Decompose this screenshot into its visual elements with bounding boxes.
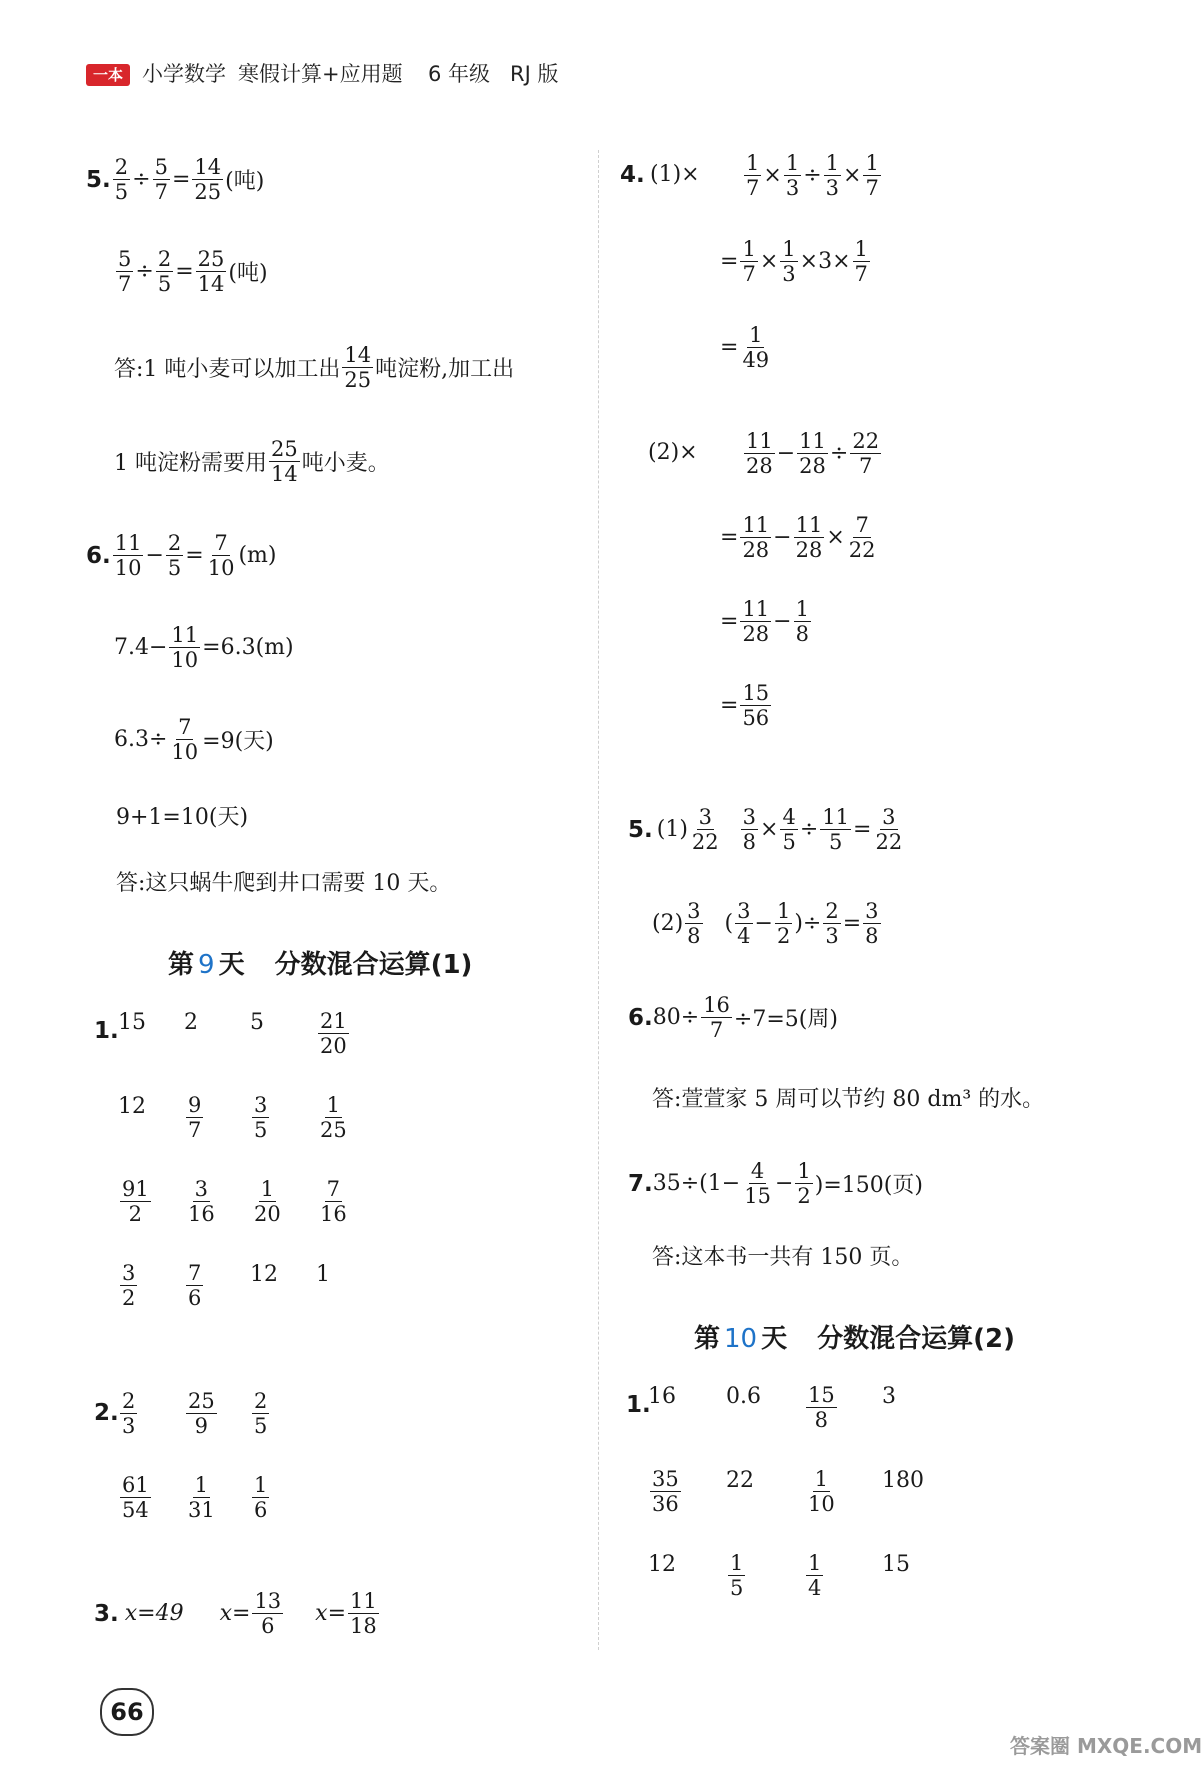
math-token: 16 <box>648 1384 676 1409</box>
math-token: − <box>754 911 773 936</box>
math-token: − <box>773 525 792 550</box>
answer-cell <box>184 1262 205 1309</box>
math-token: × <box>832 249 851 274</box>
question-number: 3. <box>94 1600 119 1627</box>
answer-cell <box>184 1178 219 1225</box>
fraction: $\frac{35}{36}$ <box>652 1467 679 1516</box>
answer-cell <box>250 1010 264 1035</box>
fraction: $\frac{7}{6}$ <box>188 1261 202 1310</box>
answer-cell <box>316 1094 351 1141</box>
step-line <box>720 598 813 645</box>
answer-cell <box>882 1384 896 1409</box>
answer-cell <box>648 1468 683 1515</box>
q4-part1-label: (1)× <box>650 162 700 187</box>
fraction: $\frac{3}{8}$ <box>742 805 757 854</box>
fraction: $\frac{61}{54}$ <box>122 1473 149 1522</box>
answer-cell <box>250 1390 271 1437</box>
math-token: 1 <box>316 1262 330 1287</box>
fraction: $\frac{11}{28}$ <box>742 513 770 562</box>
fraction: $\frac{25}{9}$ <box>188 1389 215 1438</box>
fraction: $\frac{2}{5}$ <box>157 247 172 296</box>
fraction: $\frac{9}{7}$ <box>188 1093 202 1142</box>
fraction: $\frac{21}{20}$ <box>320 1009 347 1058</box>
fraction: $\frac{3}{2}$ <box>122 1261 136 1310</box>
fraction: $\frac{14}{25}$ <box>194 155 222 204</box>
answer-cell <box>250 1178 285 1225</box>
fraction: $\frac{13}{6}$ <box>254 1589 282 1638</box>
right-q5-part1: 5. (1) $\frac{3}{22}$ $\frac{3}{8}$ × $\frac{4}{5}$ ÷ $\frac{11}{5}$ = $\frac{3}{22}$ <box>628 805 903 854</box>
step-line <box>720 238 872 285</box>
answer-cell <box>316 1178 351 1225</box>
fraction: $\frac{3}{5}$ <box>254 1093 268 1142</box>
fraction: $\frac{2}{5}$ <box>254 1389 268 1438</box>
math-token: − <box>774 1171 794 1196</box>
math-token: ÷ <box>803 163 822 188</box>
fraction: $\frac{11}{28}$ <box>799 429 826 478</box>
answer-cell <box>882 1552 910 1577</box>
fraction: $\frac{1}{49}$ <box>742 323 770 372</box>
fraction: $\frac{1}{20}$ <box>254 1177 281 1226</box>
math-token: 0.6 <box>726 1384 761 1409</box>
left-q6-line3: 6.3÷ $\frac{7}{10}$ =9(天) <box>114 715 274 764</box>
fraction: $\frac{25}{14}$ <box>271 437 298 486</box>
answer-cell <box>184 1010 198 1035</box>
question-number: 1. <box>626 1392 651 1418</box>
step-line <box>742 152 883 199</box>
answer-cell <box>316 1010 351 1057</box>
column-divider <box>598 150 599 1650</box>
header-subject: 小学数学 <box>142 62 226 86</box>
fraction: $\frac{25}{14}$ <box>197 247 225 296</box>
question-number: 6. <box>628 1004 653 1031</box>
fraction: $\frac{11}{5}$ <box>822 805 850 854</box>
right-q6-answer: 答:萱萱家 5 周可以节约 80 dm³ 的水。 <box>652 1087 1045 1112</box>
answer-cell <box>648 1384 676 1409</box>
fraction: $\frac{1}{5}$ <box>730 1551 744 1600</box>
fraction: $\frac{7}{10}$ <box>171 715 199 764</box>
math-token: = <box>720 609 739 634</box>
math-token: × <box>759 249 779 274</box>
math-token: ÷ <box>829 441 849 466</box>
math-token: − <box>773 609 792 634</box>
math-token: ÷ <box>799 817 819 842</box>
right-q6: 6. 80÷ $\frac{16}{7}$ ÷7=5(周) <box>628 993 838 1042</box>
fraction: $\frac{15}{56}$ <box>742 681 770 730</box>
answer-cell <box>804 1384 839 1431</box>
question-number: 7. <box>628 1170 653 1197</box>
fraction: $\frac{5}{7}$ <box>118 247 132 296</box>
left-q5-eq2: $\frac{5}{7}$ ÷ $\frac{2}{5}$ = $\frac{25}{14}$ (吨) <box>118 247 268 296</box>
answer-cell <box>118 1094 146 1119</box>
math-token: = <box>853 817 872 842</box>
fraction: $\frac{1}{2}$ <box>776 899 791 948</box>
answer-cell <box>118 1390 139 1437</box>
fraction: $\frac{1}{31}$ <box>188 1473 215 1522</box>
question-number: 5. <box>628 816 653 843</box>
fraction: $\frac{3}{22}$ <box>691 805 719 854</box>
fraction: $\frac{11}{10}$ <box>171 623 199 672</box>
fraction: $\frac{7}{10}$ <box>207 531 235 580</box>
fraction: $\frac{2}{3}$ <box>122 1389 136 1438</box>
answer-cell <box>118 1262 139 1309</box>
fraction: $\frac{3}{22}$ <box>875 805 903 854</box>
fraction: $\frac{5}{7}$ <box>154 155 168 204</box>
math-token: 12 <box>118 1094 146 1119</box>
fraction: $\frac{1}{2}$ <box>797 1159 811 1208</box>
q4-part2-label: (2)× <box>648 440 698 465</box>
math-token: ) <box>794 911 803 936</box>
page-number: 66 <box>100 1688 154 1736</box>
question-number: 6. <box>86 542 111 569</box>
math-token: )=150(页) <box>814 1173 923 1198</box>
math-token: − <box>776 441 796 466</box>
left-q5-answer-line1: 答:1 吨小麦可以加工出 $\frac{14}{25}$ 吨淀粉,加工出 <box>114 343 515 392</box>
left-q6-answer: 答:这只蜗牛爬到井口需要 10 天。 <box>116 871 452 896</box>
fraction: $\frac{3}{4}$ <box>737 899 751 948</box>
math-token: 180 <box>882 1468 924 1493</box>
day10-section-title: 第 10 天 分数混合运算(2) <box>694 1324 1015 1354</box>
fraction: $\frac{1}{25}$ <box>320 1093 347 1142</box>
fraction: $\frac{91}{2}$ <box>122 1177 149 1226</box>
answer-cell <box>184 1474 219 1521</box>
math-token: 5 <box>250 1010 264 1035</box>
answer-cell <box>882 1468 924 1493</box>
fraction: $\frac{15}{8}$ <box>808 1383 835 1432</box>
fraction: $\frac{22}{7}$ <box>852 429 880 478</box>
answer-cell <box>316 1262 330 1287</box>
fraction: $\frac{1}{10}$ <box>808 1467 835 1516</box>
math-token: 22 <box>726 1468 754 1493</box>
left-q5-answer-line2: 1 吨淀粉需要用 $\frac{25}{14}$ 吨小麦。 <box>114 437 390 486</box>
header-book: 寒假计算+应用题 <box>238 62 403 86</box>
math-token: × <box>843 163 862 188</box>
math-token: 12 <box>648 1552 676 1577</box>
math-token: = <box>842 911 862 936</box>
header-edition: RJ 版 <box>510 62 559 86</box>
answer-cell <box>184 1094 205 1141</box>
fraction: $\frac{4}{15}$ <box>744 1159 771 1208</box>
math-token: ÷ <box>802 911 822 936</box>
fraction: $\frac{3}{8}$ <box>687 899 701 948</box>
fraction: $\frac{7}{22}$ <box>848 513 876 562</box>
answer-cell <box>118 1474 153 1521</box>
fraction: $\frac{11}{28}$ <box>795 513 823 562</box>
answer-cell <box>118 1178 153 1225</box>
fraction: $\frac{7}{16}$ <box>320 1177 347 1226</box>
fraction: $\frac{1}{4}$ <box>808 1551 822 1600</box>
left-q6-line1: 6. $\frac{11}{10}$ − $\frac{2}{5}$ = $\frac{7}{10}$ (m) <box>86 531 277 580</box>
answer-cell <box>118 1010 146 1035</box>
left-q5-eq1: 5. $\frac{2}{5}$ ÷ $\frac{5}{7}$ = $\frac{14}{25}$ (吨) <box>86 155 265 204</box>
fraction: $\frac{1}{3}$ <box>825 151 839 200</box>
answer-cell <box>726 1468 754 1493</box>
right-q5-part2: (2) $\frac{3}{8}$ ( $\frac{3}{4}$ − $\frac{1}{2}$ ) ÷ $\frac{2}{3}$ = $\frac{3}{8}$ <box>652 899 879 948</box>
math-token: × <box>763 163 782 188</box>
math-token: = <box>720 335 739 360</box>
math-token: = <box>720 693 739 718</box>
fraction: $\frac{11}{28}$ <box>746 429 773 478</box>
answer-cell <box>250 1262 278 1287</box>
fraction: $\frac{11}{10}$ <box>114 531 142 580</box>
answer-cell <box>184 1390 219 1437</box>
fraction: $\frac{1}{6}$ <box>254 1473 268 1522</box>
fraction: $\frac{11}{18}$ <box>350 1589 377 1638</box>
math-token: = <box>720 249 739 274</box>
math-token: 35÷(1− <box>652 1171 741 1196</box>
fraction: $\frac{1}{7}$ <box>746 151 760 200</box>
day9-q3: 3. x=49 x= $\frac{13}{6}$ x= $\frac{11}{18}$ <box>94 1589 377 1638</box>
math-token: ( <box>724 911 734 936</box>
answer-cell <box>250 1474 271 1521</box>
math-token: × <box>799 249 819 274</box>
right-q7 <box>628 1160 923 1207</box>
fraction: $\frac{1}{7}$ <box>742 237 756 286</box>
fraction: $\frac{1}{3}$ <box>782 237 796 286</box>
question-number: 4. <box>620 162 645 188</box>
answer-cell <box>804 1552 825 1599</box>
fraction: $\frac{2}{5}$ <box>114 155 129 204</box>
question-number: 1. <box>94 1018 119 1044</box>
question-number: 2. <box>94 1400 119 1426</box>
step-line <box>720 682 773 729</box>
fraction: $\frac{1}{7}$ <box>865 151 879 200</box>
math-token: 3 <box>882 1384 896 1409</box>
math-token: 2 <box>184 1010 198 1035</box>
watermark-text: 答案圈 MXQE.COM <box>1010 1734 1202 1758</box>
math-token: 12 <box>250 1262 278 1287</box>
fraction: $\frac{3}{8}$ <box>865 899 879 948</box>
fraction: $\frac{1}{3}$ <box>785 151 800 200</box>
fraction: $\frac{2}{5}$ <box>167 531 182 580</box>
fraction: $\frac{11}{28}$ <box>742 597 770 646</box>
fraction: $\frac{16}{7}$ <box>703 993 730 1042</box>
answer-cell <box>804 1468 839 1515</box>
left-q6-line2: 7.4− $\frac{11}{10}$ =6.3(m) <box>114 623 294 672</box>
math-token: 3 <box>818 249 833 274</box>
math-token: × <box>760 817 779 842</box>
step-line <box>720 324 773 371</box>
answer-cell <box>726 1384 761 1409</box>
step-line <box>742 430 883 477</box>
math-token: × <box>826 525 845 550</box>
step-line <box>720 514 880 561</box>
fraction: $\frac{4}{5}$ <box>782 805 796 854</box>
question-number: 5. <box>86 166 111 193</box>
math-token: 15 <box>882 1552 910 1577</box>
math-token: = <box>720 525 739 550</box>
day9-section-title: 第 9 天 分数混合运算(1) <box>168 950 473 980</box>
fraction: $\frac{14}{25}$ <box>344 343 372 392</box>
answer-cell <box>250 1094 271 1141</box>
fraction: $\frac{1}{8}$ <box>795 597 809 646</box>
left-q6-line4: 9+1=10(天) <box>116 805 249 830</box>
answer-cell <box>726 1552 747 1599</box>
fraction: $\frac{3}{16}$ <box>188 1177 215 1226</box>
fraction: $\frac{1}{7}$ <box>854 237 868 286</box>
math-token: 15 <box>118 1010 146 1035</box>
answer-cell <box>648 1552 676 1577</box>
right-q7-answer: 答:这本书一共有 150 页。 <box>652 1245 914 1270</box>
fraction: $\frac{2}{3}$ <box>825 899 839 948</box>
header-grade: 6 年级 <box>428 62 491 86</box>
brand-logo: 一本 <box>86 64 130 86</box>
